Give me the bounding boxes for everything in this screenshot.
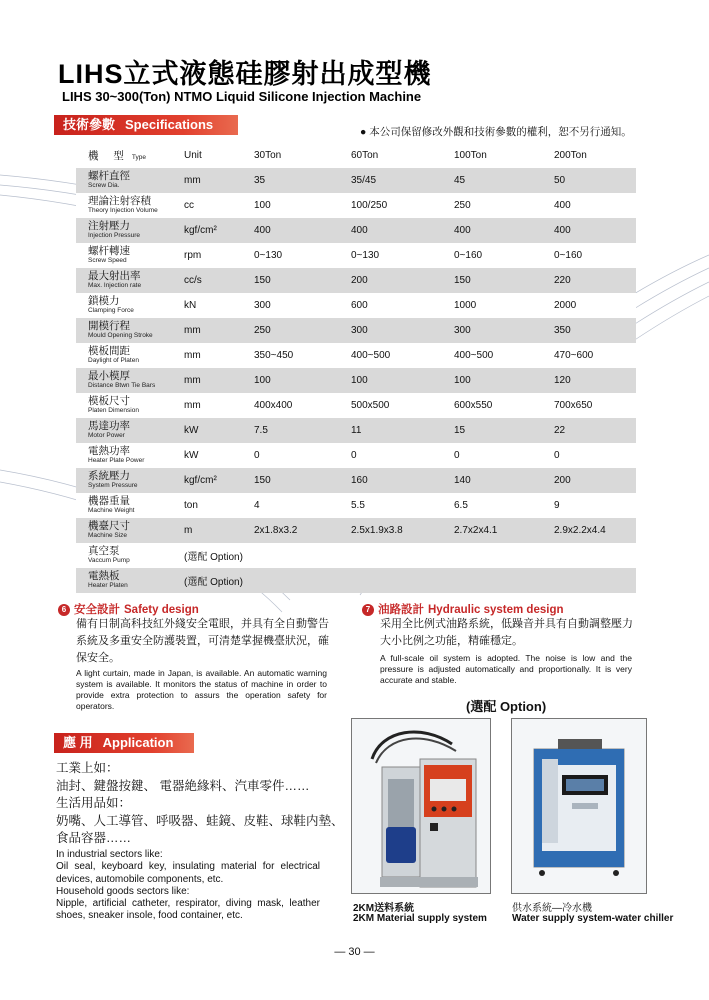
spec-value-cell: 400 (554, 218, 636, 243)
header-type-zh: 機 型 (88, 150, 130, 162)
specifications-header-zh: 技術參數 (63, 117, 116, 132)
spec-label-cell (76, 193, 184, 218)
hydraulic-zh-line: 采用全比例式油路系統，低躁音并具有自動調整壓力 (380, 618, 633, 630)
hydraulic-design-heading (362, 601, 564, 617)
spec-value-cell: 2x1.8x3.2 (254, 518, 351, 543)
spec-value-cell: 11 (351, 418, 454, 443)
hydraulic-en-text: A full-scale oil system is adopted. The noise is low and the pressure is adjusted automatically and proportionally. It is very accurate and stable. (380, 653, 632, 685)
spec-value-cell: 0~160 (454, 243, 554, 268)
spec-label-cell (76, 418, 184, 443)
spec-value-cell: 150 (454, 268, 554, 293)
spec-label-zh: 電熱板 (88, 570, 120, 582)
spec-value-cell: 400x400 (254, 393, 351, 418)
table-row (76, 468, 636, 493)
option2-caption-en: Water supply system-water chiller (512, 913, 674, 924)
spec-value-cell: 150 (254, 268, 351, 293)
header-col-60ton: 60Ton (351, 143, 454, 168)
spec-value-cell: 150 (254, 468, 351, 493)
spec-value-cell: 35/45 (351, 168, 454, 193)
spec-label-cell (76, 393, 184, 418)
rights-notice: ● 本公司保留修改外觀和技術參數的權利，恕不另行通知。 (360, 126, 632, 138)
safety-zh-line: 系統及多重安全防護裝置，可清楚掌握機臺狀況，確 (76, 635, 329, 647)
spec-label-en: Heater Plate Power (88, 457, 145, 464)
hydraulic-title-zh: 油路設計 (378, 604, 424, 616)
safety-zh-text (76, 616, 341, 667)
spec-label-zh: 最大射出率 (88, 270, 141, 282)
table-row (76, 243, 636, 268)
option-heading: (選配 Option) (466, 699, 547, 714)
spec-label-cell (76, 343, 184, 368)
spec-label-en: Screw Dia. (88, 182, 120, 189)
table-row (76, 193, 636, 218)
page-title-english: LIHS 30~300(Ton) NTMO Liquid Silicone Injection Machine (62, 89, 422, 104)
spec-label-en: Distance Btwn Tie Bars (88, 382, 156, 389)
spec-value-cell: 220 (554, 268, 636, 293)
spec-value-cell: 400 (454, 218, 554, 243)
spec-unit-cell: cc/s (184, 268, 254, 293)
spec-value-cell: 400~500 (351, 343, 454, 368)
spec-label-en: Motor Power (88, 432, 125, 439)
spec-value-cell: 9 (554, 493, 636, 518)
hydraulic-title-en: Hydraulic system design (428, 604, 564, 616)
spec-value-cell: 600x550 (454, 393, 554, 418)
spec-value-cell: 100 (254, 368, 351, 393)
spec-label-zh: 馬達功率 (88, 420, 130, 432)
spec-label-en: Heater Platen (88, 582, 128, 589)
spec-value-cell: 2.5x1.9x3.8 (351, 518, 454, 543)
spec-label-en: Daylight of Platen (88, 357, 139, 364)
spec-value-cell: 50 (554, 168, 636, 193)
spec-label-zh: 鎖模力 (88, 295, 120, 307)
application-header-zh: 應 用 (63, 735, 93, 750)
spec-value-cell: 35 (254, 168, 351, 193)
spec-value-cell: 45 (454, 168, 554, 193)
application-zh-line: 工業上如： (56, 761, 119, 775)
spec-value-cell: 2.7x2x4.1 (454, 518, 554, 543)
spec-label-en: Machine Size (88, 532, 128, 539)
spec-label-cell (76, 368, 184, 393)
spec-unit-cell: (選配 Option) (184, 568, 636, 593)
spec-label-cell (76, 543, 184, 568)
spec-value-cell: 0 (351, 443, 454, 468)
spec-label-zh: 系統壓力 (88, 470, 130, 482)
spec-value-cell: 400 (351, 218, 454, 243)
spec-unit-cell: kW (184, 443, 254, 468)
spec-value-cell: 0 (254, 443, 351, 468)
header-type-en: Type (131, 154, 147, 161)
number-badge-icon: 7 (362, 604, 374, 616)
spec-value-cell: 200 (351, 268, 454, 293)
spec-value-cell: 300 (254, 293, 351, 318)
table-row (76, 543, 636, 568)
spec-value-cell: 300 (351, 318, 454, 343)
safety-zh-line: 備有日制高科技紅外綫安全電眼，并具有全自動警告 (76, 618, 329, 630)
spec-value-cell: 140 (454, 468, 554, 493)
application-en-line: Household goods sectors like: (56, 885, 190, 897)
spec-value-cell: 350 (554, 318, 636, 343)
application-zh-list (56, 760, 344, 848)
spec-value-cell: 100 (254, 193, 351, 218)
table-row (76, 568, 636, 593)
option2-caption-zh: 供水系統—冷水機 (512, 903, 592, 914)
spec-label-cell (76, 293, 184, 318)
spec-label-en: Screw Speed (88, 257, 127, 264)
spec-label-en: Vaccum Pump (88, 557, 130, 564)
spec-label-zh: 電熱功率 (88, 445, 130, 457)
table-header-row (76, 143, 636, 168)
spec-label-zh: 模板間距 (88, 345, 130, 357)
spec-value-cell: 400 (254, 218, 351, 243)
spec-label-en: Injection Pressure (88, 232, 141, 239)
spec-value-cell: 120 (554, 368, 636, 393)
header-unit-cell: Unit (184, 143, 254, 168)
spec-value-cell: 2000 (554, 293, 636, 318)
table-row (76, 293, 636, 318)
spec-unit-cell: kN (184, 293, 254, 318)
spec-label-zh: 理論注射容積 (88, 195, 151, 207)
spec-unit-cell: mm (184, 318, 254, 343)
spec-value-cell: 0 (554, 443, 636, 468)
spec-label-cell (76, 243, 184, 268)
header-col-200ton: 200Ton (554, 143, 636, 168)
spec-value-cell: 0~160 (554, 243, 636, 268)
spec-label-cell (76, 168, 184, 193)
application-zh-line: 奶嘴、人工導管、呼吸器、蛙鏡、皮鞋、球鞋内墊、 (56, 813, 344, 828)
spec-label-zh: 螺杆直徑 (88, 170, 130, 182)
application-header (54, 733, 194, 753)
spec-unit-cell: rpm (184, 243, 254, 268)
spec-value-cell: 300 (454, 318, 554, 343)
table-row (76, 218, 636, 243)
spec-value-cell: 15 (454, 418, 554, 443)
hydraulic-zh-text (380, 616, 650, 650)
specifications-header-en: Specifications (125, 117, 214, 132)
spec-value-cell: 0~130 (254, 243, 351, 268)
spec-value-cell: 250 (254, 318, 351, 343)
table-row (76, 518, 636, 543)
table-row (76, 443, 636, 468)
safety-en-text: A light curtain, made in Japan, is available. An automatic warning system is available. It monitors the status of machine in order to provide extra protection to assurs the operation safety for operators. (76, 668, 327, 711)
spec-unit-cell: kW (184, 418, 254, 443)
table-row (76, 343, 636, 368)
application-en-line: In industrial sectors like: (56, 849, 163, 860)
page-number: — 30 — (334, 946, 375, 958)
table-row (76, 418, 636, 443)
application-zh-line: 食品容器…… (56, 831, 132, 845)
spec-value-cell: 600 (351, 293, 454, 318)
spec-unit-cell: m (184, 518, 254, 543)
spec-value-cell: 100 (454, 368, 554, 393)
application-header-en: Application (102, 735, 174, 750)
spec-value-cell: 700x650 (554, 393, 636, 418)
spec-value-cell: 350~450 (254, 343, 351, 368)
spec-unit-cell: cc (184, 193, 254, 218)
spec-value-cell: 500x500 (351, 393, 454, 418)
spec-value-cell: 100/250 (351, 193, 454, 218)
spec-unit-cell: mm (184, 168, 254, 193)
spec-label-cell (76, 218, 184, 243)
safety-design-heading (58, 601, 199, 617)
table-row (76, 368, 636, 393)
option1-caption-en: 2KM Material supply system (353, 913, 487, 924)
spec-value-cell: 470~600 (554, 343, 636, 368)
spec-label-zh: 注射壓力 (88, 220, 130, 232)
table-row (76, 393, 636, 418)
spec-label-zh: 開模行程 (88, 320, 130, 332)
spec-value-cell: 2.9x2.2x4.4 (554, 518, 636, 543)
application-zh-line: 生活用品如： (56, 796, 132, 810)
header-col-100ton: 100Ton (454, 143, 554, 168)
page-title-chinese: LIHS立式液態硅膠射出成型機 (58, 59, 432, 89)
spec-label-en: Machine Weight (88, 507, 135, 514)
header-type-cell (76, 143, 184, 168)
spec-label-en: System Pressure (88, 482, 138, 489)
spec-label-zh: 螺杆轉速 (88, 245, 130, 257)
spec-label-zh: 模板尺寸 (88, 395, 130, 407)
spec-label-cell (76, 268, 184, 293)
spec-label-cell (76, 568, 184, 593)
spec-value-cell: 100 (351, 368, 454, 393)
safety-title-zh: 安全設計 (74, 604, 120, 616)
safety-zh-line: 保安全。 (76, 652, 120, 664)
spec-value-cell: 5.5 (351, 493, 454, 518)
table-row (76, 168, 636, 193)
material-supply-machine-icon (352, 719, 491, 894)
table-row (76, 318, 636, 343)
spec-value-cell: 0 (454, 443, 554, 468)
spec-unit-cell: mm (184, 368, 254, 393)
number-badge-icon: 6 (58, 604, 70, 616)
spec-label-cell (76, 443, 184, 468)
material-supply-system-photo (351, 718, 491, 894)
spec-unit-cell: kgf/cm² (184, 218, 254, 243)
application-zh-line: 油封、鍵盤按鍵、 電器絶緣料、汽車零件…… (56, 778, 310, 793)
spec-label-en: Clamping Force (88, 307, 134, 314)
application-en-line: Oil seal, keyboard key, insulating material for electrical devices, automobile components, etc. (56, 861, 320, 885)
specifications-table (76, 143, 636, 593)
spec-label-cell (76, 518, 184, 543)
spec-label-cell (76, 493, 184, 518)
spec-unit-cell: (選配 Option) (184, 543, 636, 568)
spec-label-en: Platen Dimension (88, 407, 139, 414)
hydraulic-zh-line: 大小比例之功能，精確穩定。 (380, 635, 523, 647)
table-row (76, 268, 636, 293)
water-chiller-photo (511, 718, 647, 894)
spec-label-cell (76, 318, 184, 343)
spec-value-cell: 4 (254, 493, 351, 518)
spec-value-cell: 160 (351, 468, 454, 493)
spec-unit-cell: kgf/cm² (184, 468, 254, 493)
water-chiller-icon (512, 719, 647, 894)
spec-label-en: Mould Opening Stroke (88, 332, 153, 339)
spec-unit-cell: ton (184, 493, 254, 518)
spec-label-en: Max. Injection rate (88, 282, 142, 289)
spec-value-cell: 1000 (454, 293, 554, 318)
spec-label-zh: 最小模厚 (88, 370, 130, 382)
spec-value-cell: 200 (554, 468, 636, 493)
header-col-30ton: 30Ton (254, 143, 351, 168)
spec-label-zh: 機臺尺寸 (88, 520, 130, 532)
spec-value-cell: 400~500 (454, 343, 554, 368)
spec-value-cell: 0~130 (351, 243, 454, 268)
spec-value-cell: 7.5 (254, 418, 351, 443)
spec-unit-cell: mm (184, 343, 254, 368)
application-en-list (56, 849, 320, 923)
spec-label-cell (76, 468, 184, 493)
spec-value-cell: 400 (554, 193, 636, 218)
spec-value-cell: 6.5 (454, 493, 554, 518)
spec-label-zh: 真空泵 (88, 545, 120, 557)
table-row (76, 493, 636, 518)
safety-title-en: Safety design (124, 604, 199, 616)
specifications-header (54, 115, 238, 135)
spec-label-zh: 機器重量 (88, 495, 130, 507)
option1-caption-zh: 2KM送料系統 (353, 903, 415, 914)
spec-label-en: Theory Injection Volume (88, 207, 158, 214)
application-en-line: Nipple, artificial catheter, respirator, diving mask, leather shoes, sneaker insole, food container, etc. (56, 898, 320, 922)
spec-unit-cell: mm (184, 393, 254, 418)
spec-value-cell: 250 (454, 193, 554, 218)
spec-value-cell: 22 (554, 418, 636, 443)
